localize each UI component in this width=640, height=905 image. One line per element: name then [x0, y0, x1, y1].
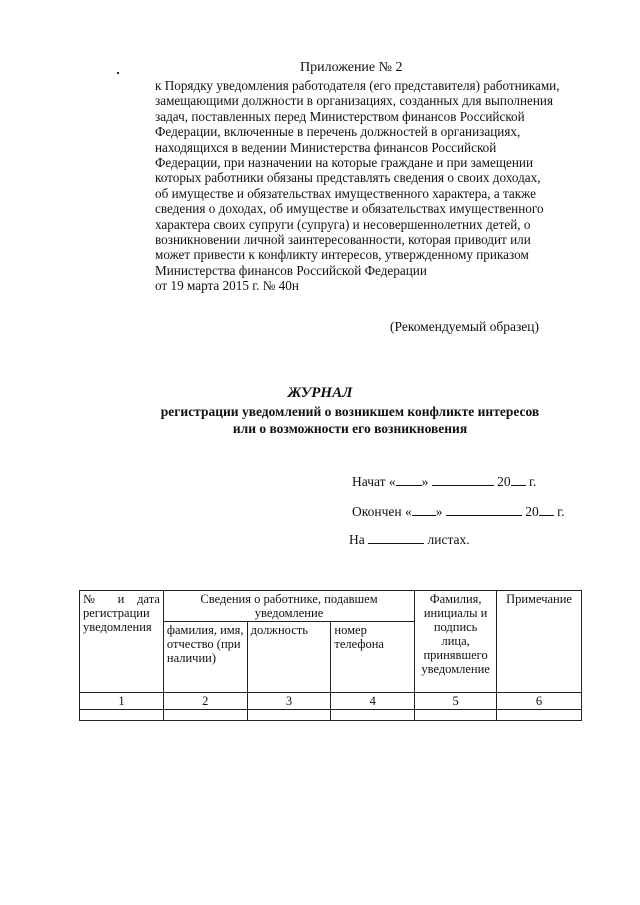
header-full-name: фамилия, имя, отчество (при наличии) [163, 622, 247, 693]
column-number: 6 [497, 693, 582, 710]
finished-label: Окончен « [352, 504, 412, 519]
column-number: 1 [80, 693, 164, 710]
appendix-title: Приложение № 2 [300, 60, 403, 75]
journal-subtitle-line: регистрации уведомлений о возникшем конфликте интересов [160, 404, 540, 419]
table-header-row [80, 591, 582, 622]
table-cell[interactable] [497, 710, 582, 721]
journal-title: ЖУРНАЛ [287, 385, 353, 401]
appendix-line: к Порядку уведомления работодателя (его представителя) работниками, [155, 78, 560, 93]
appendix-line: задач, поставленных перед Министерством финансов Российской [155, 108, 525, 124]
appendix-line: которых работники обязаны представлять сведения о своих доходах, [155, 170, 541, 186]
header-note: Примечание [497, 591, 582, 693]
sheets-count-blank[interactable] [368, 532, 424, 544]
header-registration-number-date: № и дата регистрации уведомления [80, 591, 164, 693]
finished-year-prefix: 20 [525, 504, 539, 519]
table-cell[interactable] [80, 710, 164, 721]
column-number: 3 [247, 693, 331, 710]
column-number: 4 [331, 693, 415, 710]
finished-month-blank[interactable] [446, 504, 522, 516]
started-year-suffix: г. [529, 474, 537, 489]
finished-year-suffix: г. [557, 504, 565, 519]
header-employee-info: Сведения о работнике, подавшем уведомление [163, 591, 414, 622]
started-year-blank[interactable] [511, 474, 526, 486]
table-column-numbers-row [80, 693, 582, 710]
finished-field [352, 504, 565, 520]
column-number: 2 [163, 693, 247, 710]
header-receiver: Фамилия, инициалы и подпись лица, принявшего уведомление [415, 591, 497, 693]
table-cell[interactable] [247, 710, 331, 721]
started-month-blank[interactable] [432, 474, 494, 486]
appendix-reference [155, 78, 595, 294]
header-phone: номер телефона [331, 622, 415, 693]
appendix-line: от 19 марта 2015 г. № 40н [155, 278, 299, 294]
recommended-sample-note: (Рекомендуемый образец) [390, 319, 539, 334]
table-cell[interactable] [415, 710, 497, 721]
started-year-prefix: 20 [497, 474, 511, 489]
table-row [80, 710, 582, 721]
finished-year-blank[interactable] [539, 504, 554, 516]
column-number: 5 [415, 693, 497, 710]
started-field [352, 474, 536, 490]
started-label: Начат « [352, 474, 396, 489]
appendix-line: Министерства финансов Российской Федерации [155, 262, 427, 278]
appendix-line: характера своих супруги (супруга) и несовершеннолетних детей, о [155, 216, 531, 232]
table-cell[interactable] [163, 710, 247, 721]
appendix-line: об имуществе и обязательствах имущественного характера, а также [155, 185, 536, 201]
scan-speck [117, 72, 119, 74]
appendix-line: Федерации, включенные в перечень должностей в организациях, [155, 124, 521, 140]
journal-subtitle-line: или о возможности его возникновения [232, 421, 468, 436]
sheets-suffix: листах. [427, 532, 470, 547]
appendix-line: сведения о доходах, об имуществе и обязательствах имущественного [155, 201, 544, 217]
appendix-line: может привести к конфликту интересов, утвержденному приказом [155, 247, 529, 263]
appendix-line: Федерации, при назначении на которые граждане и при замещении [155, 155, 534, 171]
started-mid: » [421, 474, 429, 489]
registration-journal-table [79, 590, 582, 721]
finished-day-blank[interactable] [412, 504, 436, 516]
sheets-label: На [349, 532, 365, 547]
appendix-line: возникновении личной заинтересованности, которая приводит или [155, 232, 531, 248]
finished-mid: » [435, 504, 443, 519]
table-cell[interactable] [331, 710, 415, 721]
appendix-line: находящихся в ведении Министерства финансов Российской [155, 139, 497, 155]
started-day-blank[interactable] [396, 474, 422, 486]
journal-subtitle [0, 403, 640, 437]
appendix-line: замещающими должности в организациях, созданных для выполнения [155, 93, 554, 109]
header-position: должность [247, 622, 331, 693]
sheets-field [349, 532, 470, 548]
